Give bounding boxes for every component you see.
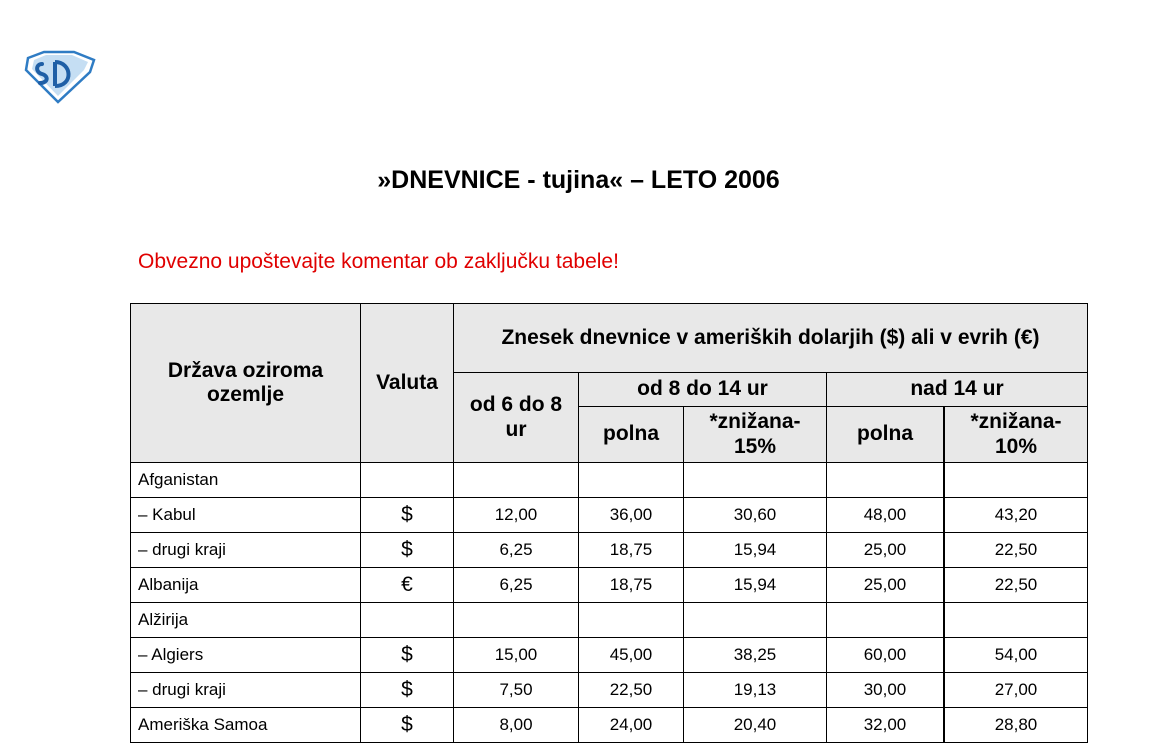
currency-cell: $: [361, 498, 454, 533]
value-8-14h-full: 18,75: [579, 533, 684, 568]
table-row: [131, 498, 1088, 533]
value-6-8h: [454, 463, 579, 498]
currency-cell: $: [361, 638, 454, 673]
value-8-14h-full: [579, 603, 684, 638]
header-country: Država oziroma ozemlje: [131, 304, 361, 463]
value-over-14h-reduced: 27,00: [944, 673, 1088, 708]
table-row: [131, 673, 1088, 708]
currency-cell: $: [361, 533, 454, 568]
country-name: – drugi kraji: [131, 673, 361, 708]
value-8-14h-reduced: 19,13: [684, 673, 827, 708]
value-8-14h-reduced: [684, 463, 827, 498]
country-name: – drugi kraji: [131, 533, 361, 568]
value-6-8h: [454, 603, 579, 638]
currency-cell: €: [361, 568, 454, 603]
value-over-14h-reduced: [944, 463, 1088, 498]
value-over-14h-full: [827, 463, 945, 498]
header-amount: Znesek dnevnice v ameriških dolarjih ($) ali v evrih (€): [454, 304, 1088, 373]
value-over-14h-full: 32,00: [827, 708, 945, 743]
document-title: »DNEVNICE - tujina« – LETO 2006: [377, 166, 780, 194]
value-6-8h: 6,25: [454, 533, 579, 568]
value-8-14h-reduced: 20,40: [684, 708, 827, 743]
value-over-14h-full: 25,00: [827, 533, 945, 568]
header-8-14h: od 8 do 14 ur: [579, 373, 827, 407]
value-over-14h-full: 25,00: [827, 568, 945, 603]
currency-cell: $: [361, 708, 454, 743]
value-8-14h-reduced: [684, 603, 827, 638]
table-row: [131, 568, 1088, 603]
header-reduced-10: *znižana-10%: [944, 407, 1088, 463]
value-8-14h-full: 24,00: [579, 708, 684, 743]
header-currency: Valuta: [361, 304, 454, 463]
country-name: Afganistan: [131, 463, 361, 498]
country-name: Alžirija: [131, 603, 361, 638]
table-row: [131, 463, 1088, 498]
value-over-14h-reduced: [944, 603, 1088, 638]
value-8-14h-full: 18,75: [579, 568, 684, 603]
value-over-14h-full: 30,00: [827, 673, 945, 708]
value-over-14h-reduced: 22,50: [944, 533, 1088, 568]
value-8-14h-full: 45,00: [579, 638, 684, 673]
value-over-14h-full: [827, 603, 945, 638]
value-8-14h-reduced: 15,94: [684, 568, 827, 603]
value-over-14h-full: 48,00: [827, 498, 945, 533]
header-full-over-14: polna: [827, 407, 945, 463]
currency-cell: $: [361, 673, 454, 708]
value-over-14h-reduced: 43,20: [944, 498, 1088, 533]
notice-text: Obvezno upoštevajte komentar ob zaključku tabele!: [138, 250, 619, 273]
table-row: [131, 533, 1088, 568]
value-8-14h-reduced: 38,25: [684, 638, 827, 673]
country-name: Albanija: [131, 568, 361, 603]
table-row: [131, 638, 1088, 673]
value-8-14h-full: [579, 463, 684, 498]
value-6-8h: 12,00: [454, 498, 579, 533]
table-row: [131, 708, 1088, 743]
value-6-8h: 7,50: [454, 673, 579, 708]
value-8-14h-full: 36,00: [579, 498, 684, 533]
value-over-14h-reduced: 22,50: [944, 568, 1088, 603]
value-6-8h: 6,25: [454, 568, 579, 603]
value-8-14h-reduced: 30,60: [684, 498, 827, 533]
country-name: – Kabul: [131, 498, 361, 533]
header-over-14h: nad 14 ur: [827, 373, 1088, 407]
currency-cell: [361, 603, 454, 638]
company-logo: [22, 50, 96, 104]
country-name: Ameriška Samoa: [131, 708, 361, 743]
value-8-14h-reduced: 15,94: [684, 533, 827, 568]
header-full-8-14: polna: [579, 407, 684, 463]
header-reduced-15: *znižana-15%: [684, 407, 827, 463]
value-over-14h-full: 60,00: [827, 638, 945, 673]
value-over-14h-reduced: 54,00: [944, 638, 1088, 673]
per-diem-table: [130, 303, 1088, 743]
header-6-8h: od 6 do 8 ur: [454, 373, 579, 463]
value-6-8h: 8,00: [454, 708, 579, 743]
value-6-8h: 15,00: [454, 638, 579, 673]
currency-cell: [361, 463, 454, 498]
table-row: [131, 603, 1088, 638]
value-8-14h-full: 22,50: [579, 673, 684, 708]
country-name: – Algiers: [131, 638, 361, 673]
value-over-14h-reduced: 28,80: [944, 708, 1088, 743]
